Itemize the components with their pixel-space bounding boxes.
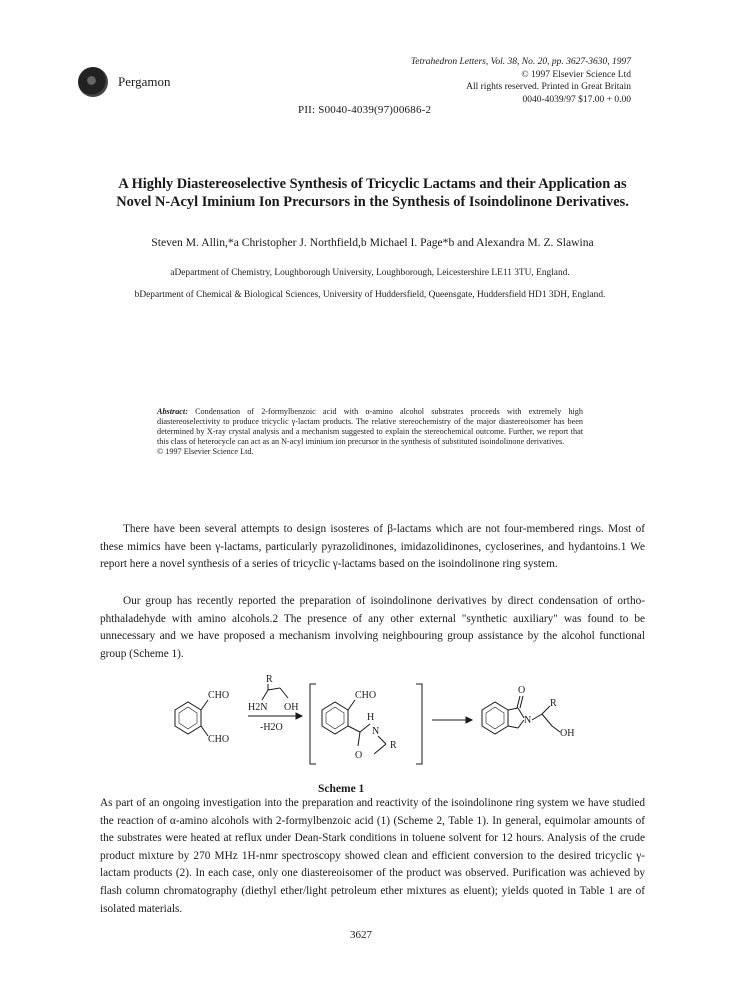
affiliation-b: bDepartment of Chemical & Biological Sciences, University of Huddersfield, Queensgate, Huddersfield HD1 3DH, England.	[134, 290, 606, 300]
paragraph-2-text: Our group has recently reported the preparation of isoindolinone derivatives by direct condensation of ortho-phthaladehyde with amino alcohols.2 The presence of any other external "synthetic auxiliary" was found to be unnecessary and we have proposed a mechanism involving neighbouring group assistance by the alcohol functional group (Scheme 1).	[100, 595, 645, 660]
scheme-label: Scheme 1	[318, 783, 365, 795]
prod-oh-label: OH	[560, 728, 575, 739]
pii: PII: S0040-4039(97)00686-2	[298, 104, 432, 116]
paragraph-1	[100, 521, 645, 574]
int-o-label: O	[355, 750, 363, 761]
authors: Steven M. Allin,*a Christopher J. Northfield,b Michael I. Page*b and Alexandra M. Z. Slawina	[151, 236, 594, 249]
int-r-label: R	[390, 740, 397, 751]
benzene-ring-3-inner	[486, 707, 504, 729]
abstract-label: Abstract:	[157, 407, 188, 416]
price-line: 0040-4039/97 $17.00 + 0.00	[522, 94, 631, 105]
copyright-line: © 1997 Elsevier Science Ltd	[521, 69, 631, 80]
paragraph-1-text: There have been several attempts to design isosteres of β-lactams which are not four-membered rings. Most of these mimics have been γ-lactams, particularly pyrazolidinones, imidazolidinones, cycloserines, and hydantoins.1 We report here a novel synthesis of a series of tricyclic γ-lactams based on the isoindolinone ring system.	[100, 523, 645, 571]
int-h-label: H	[367, 712, 375, 723]
cho-label-3: CHO	[355, 690, 377, 701]
bracket-left	[310, 684, 316, 764]
abstract	[157, 407, 583, 457]
journal-info	[331, 56, 631, 106]
prod-r-label: R	[550, 698, 557, 709]
reagent-oh: OH	[284, 702, 299, 713]
page-number: 3627	[350, 929, 372, 941]
journal-line: Tetrahedron Letters, Vol. 38, No. 20, pp. 3627-3630, 1997	[410, 57, 631, 67]
prod-o-label: O	[518, 685, 526, 696]
abstract-copyright: © 1997 Elsevier Science Ltd.	[157, 447, 254, 456]
title-line-2: Novel N-Acyl Iminium Ion Precursors in the Synthesis of Isoindolinone Derivatives.	[116, 194, 629, 210]
paragraph-3: As part of an ongoing investigation into the preparation and reactivity of the isoindolinone ring system we have studied the reaction of α-amino alcohols with 2-formylbenzoic acid (1) (Scheme 2, Table 1). In general, equimolar amounts of the substrates were heated at reflux under Dean-Stark conditions in toluene solvent for 12 hours. Analysis of the crude product mixture by 270 MHz 1H-nmr spectroscopy showed clean and efficient conversion to the desired tricyclic γ-lactam products (2). In each case, only one diastereoisomer of the product was observed. Purification was achieved by flash column chromatography (diethyl ether/light petroleum ether mixtures as eluent); yields quoted in Table 1 are of isolated materials.	[100, 797, 645, 915]
int-n-label: N	[372, 726, 380, 737]
publisher-name: Pergamon	[118, 74, 171, 89]
reagent-h2n: H2N	[248, 702, 268, 713]
article-title	[100, 175, 645, 211]
title-line-1: A Highly Diastereoselective Synthesis of Tricyclic Lactams and their Application as	[118, 176, 627, 192]
paragraph-2	[100, 593, 645, 663]
prod-n-label: N	[524, 715, 532, 726]
abstract-text: Condensation of 2-formylbenzoic acid with α-amino alcohol substrates proceeds with extremely high diastereoselectivity to produce tricyclic γ-lactam products. The relative stereochemistry of the major diastereoisomer has been determined by X-ray crystal analysis and a mechanism suggested to explain the stereochemical outcome. Further, we report that this class of heterocycle can act as an N-acyl iminium ion precursor in the synthesis of substituted isoindolinone derivatives.	[157, 407, 583, 446]
condition-label: -H2O	[260, 722, 283, 733]
scheme-1-diagram	[160, 674, 580, 770]
reagent-r: R	[266, 674, 273, 685]
benzene-ring-1-inner	[179, 707, 197, 729]
cho-label-2: CHO	[208, 734, 230, 745]
cho-label-1: CHO	[208, 690, 230, 701]
bracket-right	[416, 684, 422, 764]
affiliation-a: aDepartment of Chemistry, Loughborough University, Loughborough, Leicestershire LE11 3TU, England.	[170, 268, 570, 278]
pergamon-logo	[78, 67, 108, 97]
arrow-head-2	[466, 717, 472, 723]
benzene-ring-2-inner	[326, 707, 344, 729]
arrow-head-1	[296, 713, 302, 719]
rights-line: All rights reserved. Printed in Great Britain	[466, 82, 631, 92]
